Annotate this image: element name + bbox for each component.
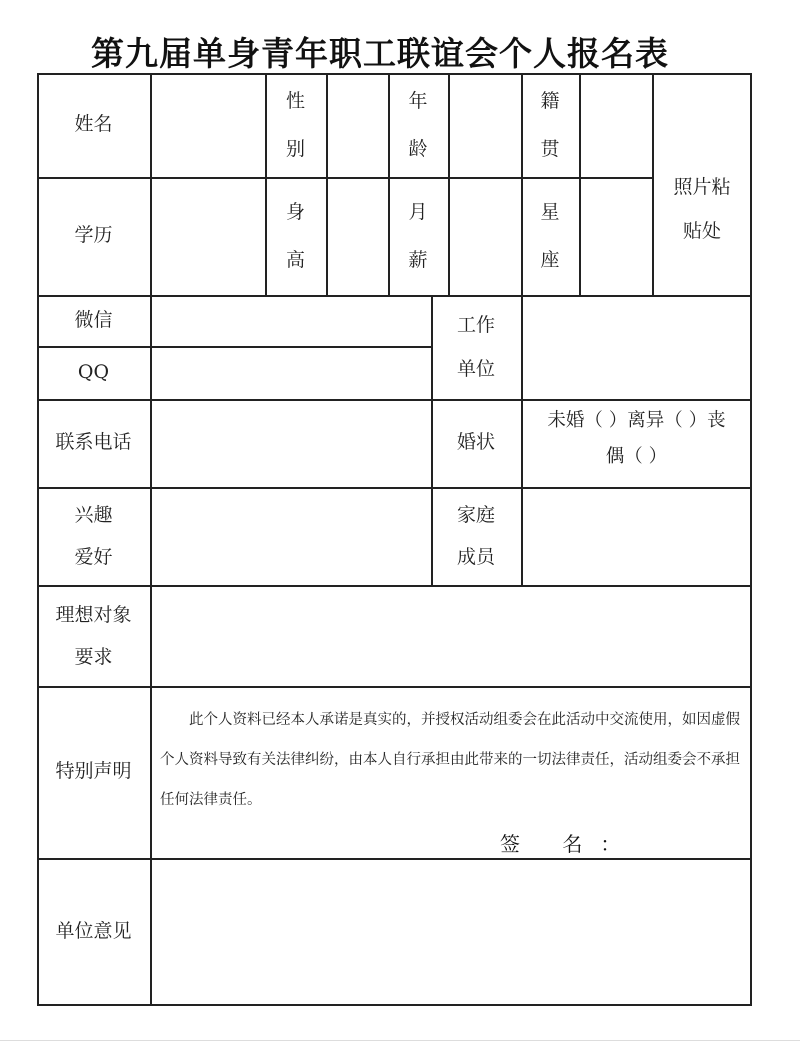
- photo-area[interactable]: [652, 73, 752, 295]
- marital-label: 婚状: [456, 431, 495, 454]
- workplace-input[interactable]: [521, 295, 752, 399]
- salary-input[interactable]: [448, 177, 521, 295]
- wechat-input[interactable]: [150, 295, 431, 346]
- ideal-label-line: 理想对象: [55, 603, 132, 626]
- phone-label: 联系电话: [55, 431, 132, 454]
- zodiac-label-char: 星: [540, 201, 560, 223]
- family-label-line: 成员: [456, 546, 495, 568]
- wechat-label: 微信: [74, 308, 113, 331]
- salary-label-char: 薪: [408, 249, 428, 271]
- form-title: 第九届单身青年职工联谊会个人报名表: [91, 34, 669, 73]
- ideal-label-line: 要求: [74, 645, 113, 668]
- ideal-partner-input[interactable]: [150, 585, 752, 686]
- phone-input[interactable]: [150, 399, 431, 487]
- ideal-partner-label: [37, 585, 150, 686]
- hobby-input[interactable]: [150, 487, 431, 585]
- workplace-label-line: 工作: [456, 314, 495, 336]
- family-label: [431, 487, 521, 585]
- height-label-char: 身: [285, 201, 305, 223]
- age-label-char: 年: [408, 90, 428, 112]
- unit-opinion-label: 单位意见: [55, 920, 132, 943]
- native-label-char: 贯: [540, 138, 560, 160]
- marital-options[interactable]: [521, 399, 752, 487]
- zodiac-input[interactable]: [579, 177, 652, 295]
- height-label-char: 高: [285, 249, 305, 271]
- qq-label: QQ: [77, 360, 110, 383]
- workplace-label: [431, 295, 521, 399]
- name-label: 姓名: [74, 113, 113, 136]
- marital-options-line: 偶（ ）: [605, 446, 668, 467]
- page-bottom-divider: [0, 1040, 800, 1041]
- native-place-label: [521, 73, 579, 177]
- unit-opinion-input[interactable]: [150, 858, 752, 1006]
- hobby-label-line: 爱好: [74, 546, 113, 568]
- hobby-label: [37, 487, 150, 585]
- height-input[interactable]: [326, 177, 388, 295]
- height-label: [265, 177, 326, 295]
- statement-label: 特别声明: [55, 760, 132, 783]
- photo-label-line: 贴处: [682, 220, 721, 242]
- photo-label-line: 照片粘: [673, 176, 731, 198]
- native-place-input[interactable]: [579, 73, 652, 177]
- education-input[interactable]: [150, 177, 265, 295]
- workplace-label-line: 单位: [456, 358, 495, 380]
- gender-label-char: 性: [285, 90, 305, 112]
- name-input[interactable]: [150, 73, 265, 177]
- gender-label: [265, 73, 326, 177]
- family-input[interactable]: [521, 487, 752, 585]
- declaration-text: 此个人资料已经本人承诺是真实的，并授权活动组委会在此活动中交流使用，如因虚假个人资料导致有关法律纠纷，由本人自行承担由此带来的一切法律责任，活动组委会不承担任何法律责任。: [160, 712, 740, 808]
- native-label-char: 籍: [540, 90, 560, 112]
- education-label: 学历: [74, 224, 113, 247]
- zodiac-label-char: 座: [540, 249, 560, 271]
- age-label-char: 龄: [408, 138, 428, 160]
- qq-input[interactable]: [150, 346, 431, 399]
- salary-label-char: 月: [408, 201, 428, 223]
- signature-label: 签 名：: [500, 832, 639, 856]
- age-input[interactable]: [448, 73, 521, 177]
- hobby-label-line: 兴趣: [74, 504, 113, 526]
- family-label-line: 家庭: [456, 504, 495, 526]
- zodiac-label: [521, 177, 579, 295]
- salary-label: [388, 177, 448, 295]
- age-label: [388, 73, 448, 177]
- gender-label-char: 别: [285, 138, 305, 160]
- marital-options-line: 未婚（ ）离异（ ）丧: [547, 410, 726, 431]
- gender-input[interactable]: [326, 73, 388, 177]
